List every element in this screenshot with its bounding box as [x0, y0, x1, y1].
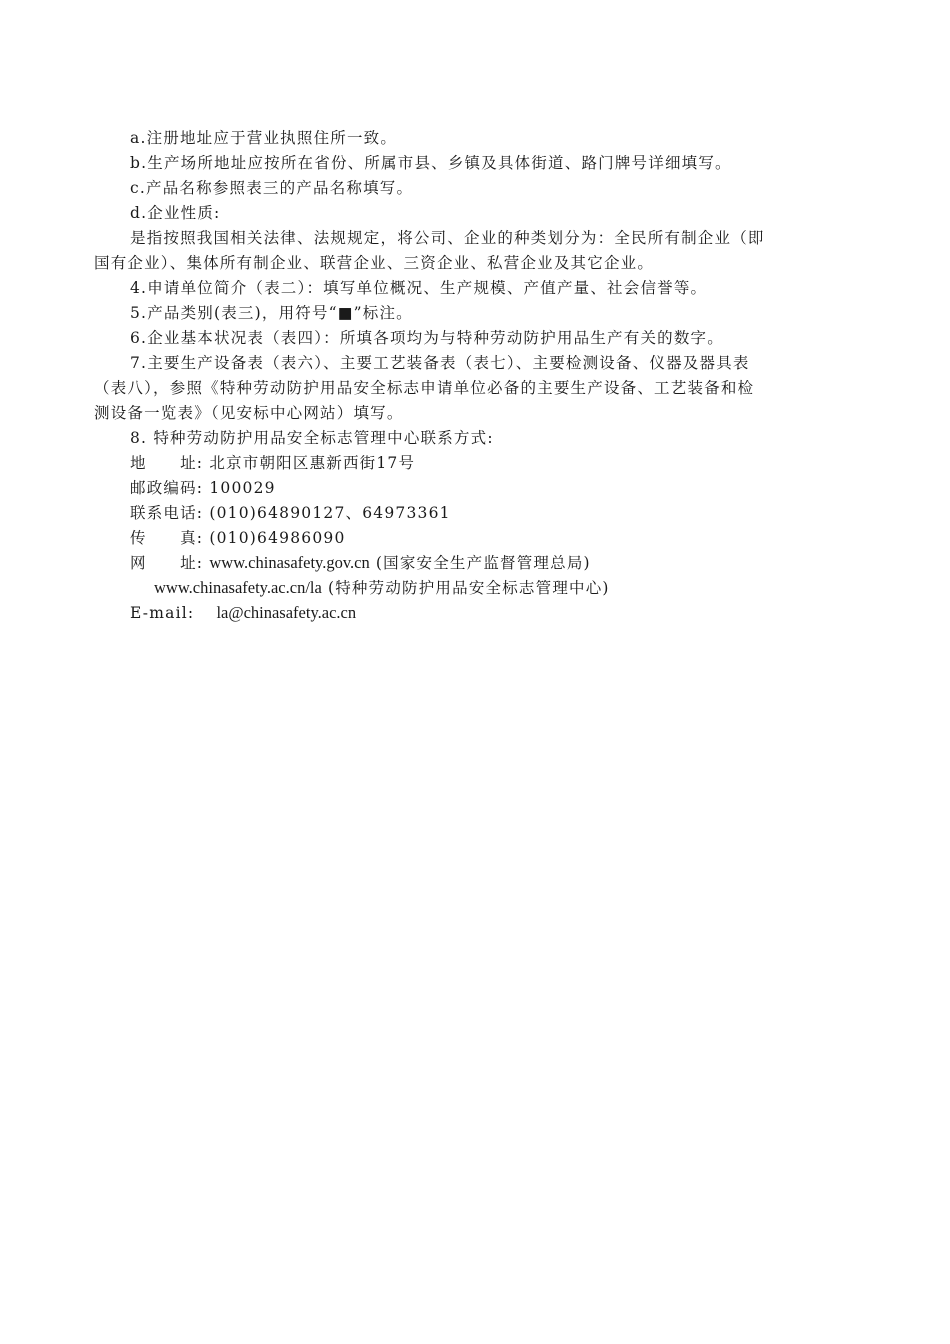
postcode-value: 100029 — [209, 479, 276, 497]
item-7-line-2: （表八），参照《特种劳动防护用品安全标志申请单位必备的主要生产设备、工艺装备和检 — [94, 379, 755, 397]
item-7-line-3: 测设备一览表》（见安标中心网站）填写。 — [94, 404, 404, 422]
email-link[interactable]: la@chinasafety.ac.cn — [216, 603, 357, 622]
note-c: c.产品名称参照表三的产品名称填写。 — [130, 179, 414, 197]
phone-label: 联系电话: — [130, 504, 204, 522]
contact-address — [130, 451, 415, 475]
website-desc-1: (国家安全生产监督管理总局) — [375, 554, 591, 572]
item-5: 5.产品类别(表三)，用符号“■”标注。 — [130, 304, 413, 322]
item-7-line-1: 7.主要生产设备表（表六）、主要工艺装备表（表七）、主要检测设备、仪器及器具表 — [130, 354, 750, 372]
contact-postcode — [130, 476, 276, 500]
website-desc-2: (特种劳动防护用品安全标志管理中心) — [327, 579, 610, 597]
contact-website-1 — [130, 551, 591, 575]
contact-email — [130, 601, 356, 625]
phone-value: (010)64890127、64973361 — [209, 504, 451, 522]
postcode-label: 邮政编码: — [130, 479, 204, 497]
address-value: 北京市朝阳区惠新西街17号 — [209, 454, 416, 472]
website-link-2[interactable]: www.chinasafety.ac.cn/la — [154, 578, 322, 597]
item-8: 8. 特种劳动防护用品安全标志管理中心联系方式: — [130, 429, 494, 447]
note-a: a.注册地址应于营业执照住所一致。 — [130, 129, 398, 147]
website-label: 网 址: — [130, 554, 204, 572]
contact-phone — [130, 501, 451, 525]
contact-website-2 — [154, 576, 610, 600]
email-label: E-mail: — [130, 604, 195, 622]
address-label: 地 址: — [130, 454, 204, 472]
contact-fax — [130, 526, 346, 550]
note-d-body-line-1: 是指按照我国相关法律、法规规定，将公司、企业的种类划分为：全民所有制企业（即 — [130, 229, 765, 247]
note-b: b.生产场所地址应按所在省份、所属市县、乡镇及具体街道、路门牌号详细填写。 — [130, 154, 732, 172]
item-4: 4.申请单位简介（表二）：填写单位概况、生产规模、产值产量、社会信誉等。 — [130, 279, 708, 297]
fax-value: (010)64986090 — [209, 529, 346, 547]
fax-label: 传 真: — [130, 529, 204, 547]
note-d-title: d.企业性质: — [130, 204, 221, 222]
note-d-body-line-2: 国有企业）、集体所有制企业、联营企业、三资企业、私营企业及其它企业。 — [94, 254, 655, 272]
website-link-1[interactable]: www.chinasafety.gov.cn — [209, 553, 370, 572]
item-6: 6.企业基本状况表（表四）：所填各项均为与特种劳动防护用品生产有关的数字。 — [130, 329, 724, 347]
